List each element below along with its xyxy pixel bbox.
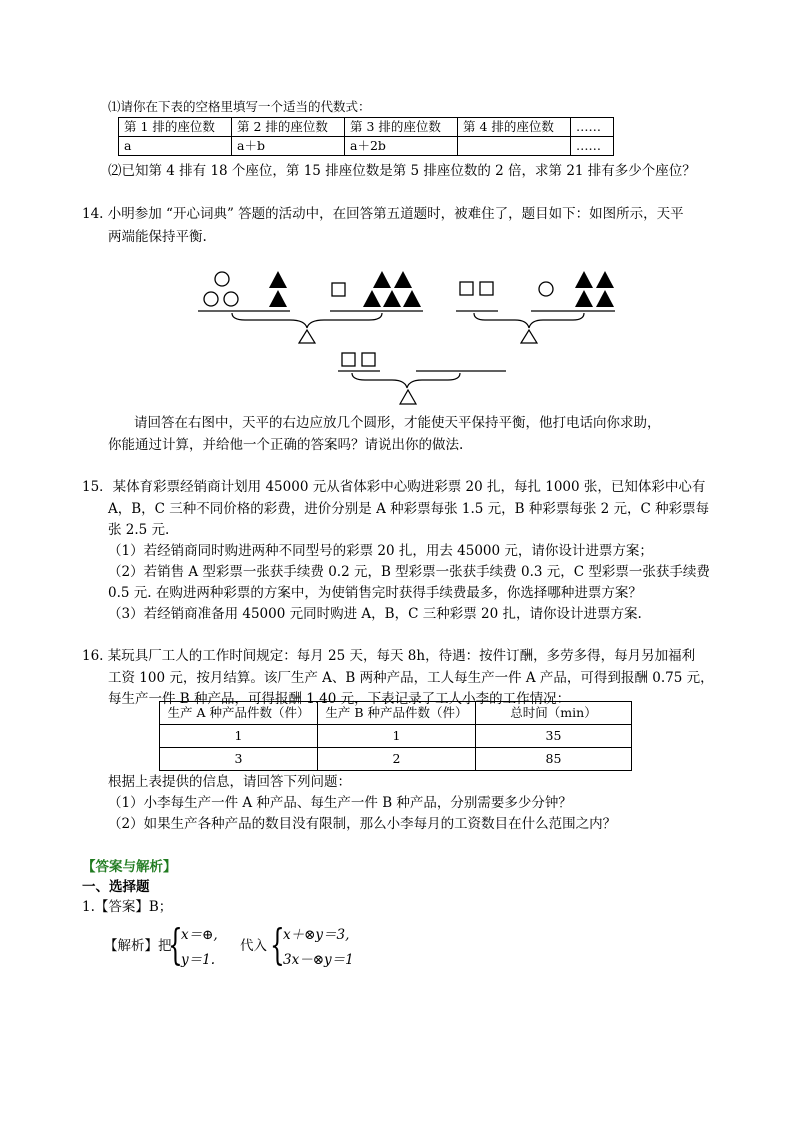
q14-line3: 请回答在右图中，天平的右边应放几个圆形，才能使天平保持平衡，他打电话向你求助， [134, 415, 661, 431]
q16-header-time: 总时间（min） [476, 702, 632, 725]
answer-1: 1.【答案】B； [82, 899, 173, 915]
table-cell: 1 [318, 725, 476, 748]
triangle-shape [575, 271, 593, 288]
fulcrum-1 [299, 330, 315, 343]
table-row [160, 725, 632, 748]
fulcrum-3 [400, 390, 416, 404]
triangle-shape [363, 290, 381, 307]
q13-cell-1: a [119, 137, 232, 156]
system-2-eq1: x＋⊗y＝3, [283, 927, 350, 943]
square-shape [332, 283, 345, 296]
q13-cell-5: …… [571, 137, 614, 156]
q15-line4: （1）若经销商同时购进两种不同型号的彩票 20 扎，用去 45000 元，请你设计进票方案； [108, 543, 653, 559]
q13-header-2: 第 2 排的座位数 [232, 118, 345, 137]
q16-line1: 16. 某玩具厂工人的工作时间规定：每月 25 天，每天 8h，待遇：按件订酬，多劳多得，每月另加福利 [82, 648, 696, 664]
q13-header-1: 第 1 排的座位数 [119, 118, 232, 137]
system-2-eq2: 3x－⊗y＝1 [283, 952, 354, 968]
circle-shape [215, 272, 229, 286]
balance-3-left [338, 353, 380, 371]
triangle-shape [403, 290, 421, 307]
triangle-shape [575, 290, 593, 307]
answers-heading: 【答案与解析】 [82, 859, 177, 875]
fulcrum-2 [521, 330, 537, 343]
q16-line4: 根据上表提供的信息，请回答下列问题： [108, 774, 351, 790]
square-shape [362, 353, 375, 366]
q13-header-5: …… [571, 118, 614, 137]
q16-table [159, 701, 632, 771]
q14-line4: 你能通过计算，并给他一个正确的答案吗？请说出你的做法. [108, 437, 464, 453]
triangle-shape [596, 290, 614, 307]
table-cell: 2 [318, 748, 476, 771]
q14-line1: 14. 小明参加 “开心词典” 答题的活动中，在回答第五道题时，被难住了，题目如下：如图所示，天平 [82, 206, 684, 222]
q16-line2: 工资 100 元，按月结算。该厂生产 A、B 两种产品，工人每生产一件 A 产品，可得到报酬 0.75 元， [108, 670, 714, 686]
q13-part1: ⑴请你在下表的空格里填写一个适当的代数式： [108, 99, 371, 114]
square-shape [460, 282, 473, 295]
q16-header-b: 生产 B 种产品件数（件） [318, 702, 476, 725]
table-cell: 3 [160, 748, 318, 771]
system-1-eq1: x＝⊕, [181, 927, 218, 943]
balance-2-right [531, 271, 615, 311]
section-heading: 一、选择题 [82, 879, 150, 895]
q13-part2: ⑵已知第 4 排有 18 个座位，第 15 排座位数是第 5 排座位数的 2 倍，求第 21 排有多少个座位？ [108, 163, 696, 179]
table-cell: 1 [160, 725, 318, 748]
q16-line6: （2）如果生产各种产品的数目没有限制，那么小李每月的工资数目在什么范围之内？ [108, 816, 617, 832]
q13-cell-4 [458, 137, 571, 156]
brace-2: { [270, 920, 285, 969]
q16-line3: 每生产一件 B 种产品，可得报酬 1.40 元，下表记录了工人小李的工作情况： [108, 691, 571, 707]
dairu-label: 代入 [240, 938, 267, 954]
q15-line5: （2）若销售 A 型彩票一张获手续费 0.2 元，B 型彩票一张获手续费 0.3 元，C 型彩票一张获手续费 [108, 564, 710, 580]
triangle-shape [383, 290, 401, 307]
table-cell: 85 [476, 748, 632, 771]
circle-shape [539, 282, 553, 296]
q13-header-3: 第 3 排的座位数 [345, 118, 458, 137]
table-cell: 35 [476, 725, 632, 748]
balance-1-right [330, 271, 423, 311]
triangle-shape [269, 290, 287, 307]
q15-line3: 张 2.5 元. [108, 522, 170, 538]
q15-line6: 0.5 元. 在购进两种彩票的方案中，为使销售完时获得手续费最多，你选择哪种进票方案？ [108, 585, 642, 601]
q13-cell-3: a＋2b [345, 137, 458, 156]
square-shape [342, 353, 355, 366]
square-shape [480, 282, 493, 295]
triangle-shape [269, 271, 287, 288]
q14-line2: 两端能保持平衡. [108, 229, 207, 245]
system-1-eq2: y＝1. [181, 952, 216, 968]
q16-line5: （1）小李每生产一件 A 种产品、每生产一件 B 种产品，分别需要多少分钟？ [108, 795, 572, 811]
triangle-shape [596, 271, 614, 288]
triangle-shape [394, 271, 412, 288]
q13-table [118, 117, 614, 156]
table-row [160, 748, 632, 771]
q15-line7: （3）若经销商准备用 45000 元同时购进 A，B，C 三种彩票 20 扎，请你设计进票方案. [108, 606, 642, 622]
q15-line2: A，B，C 三种不同价格的彩费，进价分别是 A 种彩票每张 1.5 元，B 种彩票每张 2 元，C 种彩票每 [108, 501, 710, 517]
brace-1: { [168, 920, 183, 969]
triangle-shape [373, 271, 391, 288]
jiexi-label: 【解析】把 [104, 938, 172, 954]
balance-1-left [198, 271, 290, 311]
circle-shape [204, 292, 218, 306]
circle-shape [224, 292, 238, 306]
q13-cell-2: a＋b [232, 137, 345, 156]
q16-header-a: 生产 A 种产品件数（件） [160, 702, 318, 725]
q15-line1: 15．某体育彩票经销商计划用 45000 元从省体彩中心购进彩票 20 扎，每扎 1000 张，已知体彩中心有 [82, 479, 706, 495]
balance-2-left [456, 282, 498, 311]
q13-header-4: 第 4 排的座位数 [458, 118, 571, 137]
